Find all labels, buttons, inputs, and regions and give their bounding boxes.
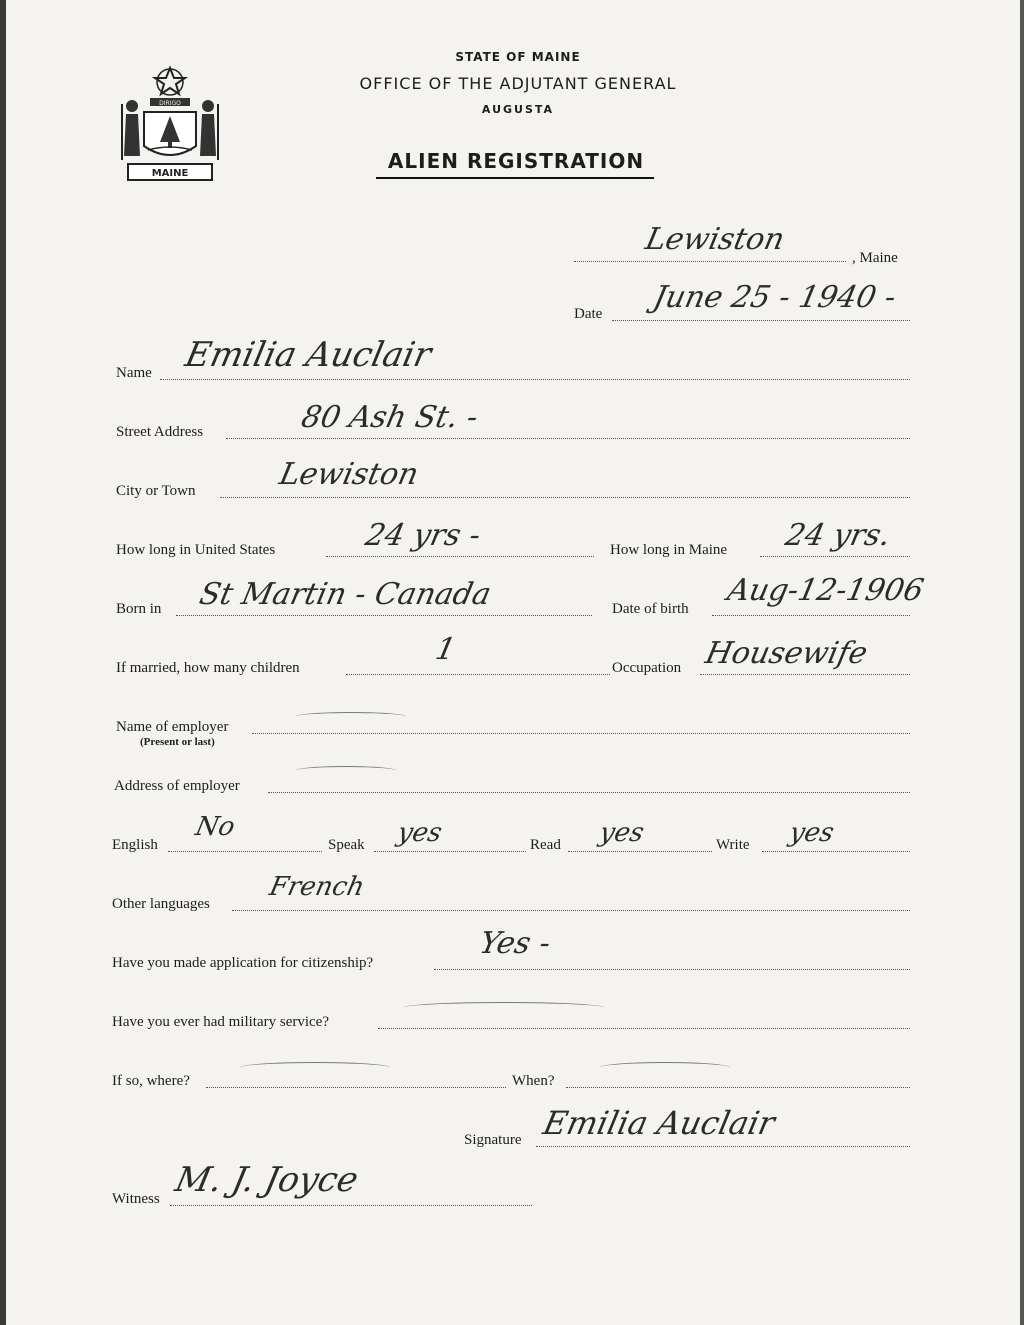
employer-address-dash — [296, 766, 396, 775]
children-value: 1 — [432, 632, 459, 667]
born-label: Born in — [116, 601, 162, 617]
signature-line — [536, 1146, 910, 1147]
born-line — [176, 615, 592, 616]
street-line — [226, 438, 910, 439]
military-line — [378, 1028, 910, 1029]
where-label: If so, where? — [112, 1073, 190, 1089]
name-value: Emilia Auclair — [181, 335, 435, 375]
speak-line — [374, 851, 526, 852]
maine-label: , Maine — [852, 250, 898, 266]
name-label: Name — [116, 365, 152, 381]
office-heading: OFFICE OF THE ADJUTANT GENERAL — [359, 74, 677, 93]
city-line — [220, 497, 910, 498]
employer-address-label: Address of employer — [114, 778, 240, 794]
witness-label: Witness — [112, 1191, 160, 1207]
citizenship-line — [434, 969, 910, 970]
us-line — [326, 556, 594, 557]
us-label: How long in United States — [116, 542, 276, 558]
witness-line — [170, 1205, 532, 1206]
dob-label: Date of birth — [612, 601, 689, 617]
street-value: 80 Ash St. - — [298, 400, 482, 435]
where-line — [206, 1087, 506, 1088]
when-label: When? — [512, 1073, 555, 1089]
other-languages-line — [232, 910, 910, 911]
citizenship-value: Yes - — [476, 926, 554, 961]
read-line — [568, 851, 712, 852]
speak-label: Speak — [328, 837, 365, 853]
other-languages-label: Other languages — [112, 896, 210, 912]
witness-value: M. J. Joyce — [171, 1160, 362, 1200]
city-label: City or Town — [116, 483, 196, 499]
other-languages-value: French — [266, 872, 368, 902]
employer-sublabel: (Present or last) — [140, 736, 215, 748]
place-line — [574, 261, 846, 262]
date-label: Date — [574, 306, 603, 322]
when-line — [566, 1087, 910, 1088]
citizenship-label: Have you made application for citizenship? — [112, 955, 374, 971]
read-label: Read — [530, 837, 561, 853]
employer-label: Name of employer — [116, 719, 229, 735]
employer-line — [252, 733, 910, 734]
dob-value: Aug-12-1906 — [724, 573, 927, 608]
when-dash — [600, 1062, 730, 1073]
name-line — [160, 379, 910, 380]
maine-line — [760, 556, 910, 557]
maine-duration-label: How long in Maine — [610, 542, 728, 558]
date-line — [612, 320, 910, 321]
children-line — [346, 674, 610, 675]
occupation-value: Housewife — [702, 636, 871, 671]
state-heading: STATE OF MAINE — [455, 50, 581, 64]
english-line — [168, 851, 322, 852]
occupation-line — [700, 674, 910, 675]
write-label: Write — [716, 837, 750, 853]
place-value: Lewiston — [642, 222, 788, 257]
signature-label: Signature — [464, 1132, 522, 1148]
military-dash — [404, 1002, 604, 1013]
form-title: ALIEN REGISTRATION — [387, 149, 645, 173]
city-value: Lewiston — [276, 457, 422, 492]
military-label: Have you ever had military service? — [112, 1014, 329, 1030]
maine-value: 24 yrs. — [782, 518, 894, 553]
employer-address-line — [268, 792, 910, 793]
seal-motto: DIRIGO — [159, 100, 181, 107]
city-heading: AUGUSTA — [481, 103, 555, 116]
english-value: No — [192, 812, 238, 842]
occupation-label: Occupation — [612, 660, 682, 676]
street-label: Street Address — [116, 424, 204, 440]
employer-dash — [296, 712, 406, 721]
children-label: If married, how many children — [116, 660, 300, 676]
date-value: June 25 - 1940 - — [650, 280, 900, 315]
where-dash — [240, 1062, 390, 1073]
english-label: English — [112, 837, 158, 853]
dob-line — [712, 615, 910, 616]
title-underline — [376, 177, 654, 179]
signature-value: Emilia Auclair — [539, 1104, 779, 1142]
us-value: 24 yrs - — [362, 518, 484, 553]
seal-text: MAINE — [151, 168, 189, 179]
read-value: yes — [596, 818, 647, 848]
speak-value: yes — [394, 818, 445, 848]
write-value: yes — [786, 818, 837, 848]
write-line — [762, 851, 910, 852]
born-value: St Martin - Canada — [196, 577, 495, 612]
